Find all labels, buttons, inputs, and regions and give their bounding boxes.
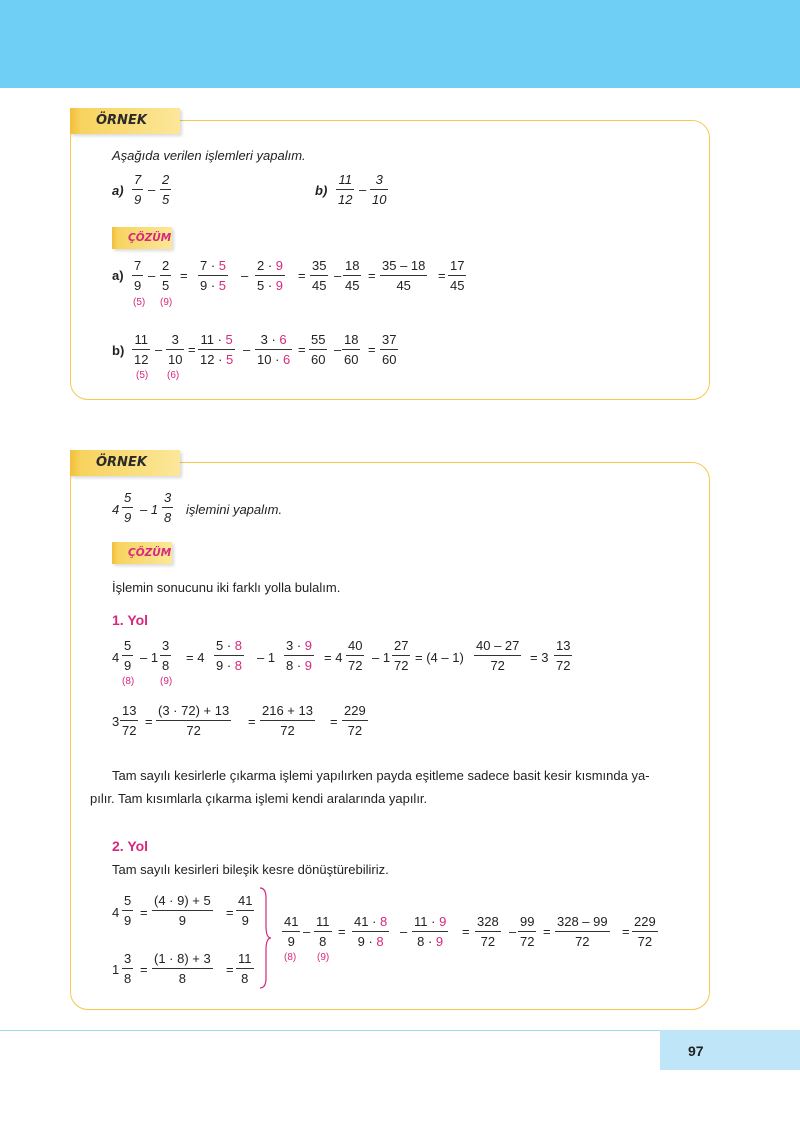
sol-b-eq-1: = [188, 342, 196, 357]
sol-b-label: b) [112, 343, 125, 358]
sol-a-r2: $\frac{18}{45}$ [345, 258, 360, 293]
sol-a-combined: $\frac{35 - 18}{45}$ [382, 258, 426, 293]
sol-a-minus-2: – [241, 268, 249, 283]
y1-step-1: $\frac{5 \cdot 8}{9 \cdot 8}$ [216, 638, 243, 673]
sol-a-expand-2: (9) [160, 297, 173, 308]
paragraph-1-line-1: Tam sayılı kesirlerle çıkarma işlemi yapılırken payda eşitleme sadece basit kesir kısmında ya- [112, 768, 650, 783]
y1-minus-whole: – 1 [140, 650, 159, 665]
y2-eq-8: = [622, 924, 630, 939]
page-number-box [660, 1030, 800, 1070]
y2-step-1: $\frac{(4 \cdot 9) + 5}{9}$ [154, 893, 211, 928]
y1-r1: $\frac{40}{72}$ [348, 638, 363, 673]
sol-a-frac-2: $\frac{2}{5}$ [162, 258, 170, 293]
y2-minus-1: – [303, 924, 311, 939]
sol-b-eq-2: = [298, 342, 306, 357]
sol-b-step-2: $\frac{3 \cdot 6}{10 \cdot 6}$ [257, 332, 291, 367]
y2-eq-6: = [462, 924, 470, 939]
q2-intro: İşlemin sonucunu iki farklı yolla bulalım. [112, 580, 341, 595]
y1-expand-2: (9) [160, 676, 173, 687]
sol-b-step-1: $\frac{11 \cdot 5}{12 \cdot 5}$ [200, 332, 234, 367]
method-2-text: Tam sayılı kesirleri bileşik kesre dönüştürebiliriz. [112, 862, 389, 877]
sol-a-r1: $\frac{35}{45}$ [312, 258, 327, 293]
y1b-step-1: $\frac{(3 \cdot 72) + 13}{72}$ [158, 703, 230, 738]
y1-frac-1: $\frac{5}{9}$ [124, 638, 132, 673]
q-a-fraction-2: $\frac{2}{5}$ [162, 172, 170, 207]
y1b-eq-2: = [248, 714, 256, 729]
y2-h1: $\frac{328}{72}$ [477, 914, 499, 949]
curly-brace [258, 886, 272, 990]
y1b-frac: $\frac{13}{72}$ [122, 703, 137, 738]
y1-eq-4b: = 4 [324, 650, 343, 665]
sol-a-frac-1: $\frac{7}{9}$ [134, 258, 142, 293]
y1-expand-1: (8) [122, 676, 135, 687]
y1b-result: $\frac{229}{72}$ [344, 703, 366, 738]
q-b-minus: – [359, 182, 367, 197]
q-b-fraction-1: $\frac{11}{12}$ [338, 172, 353, 207]
top-header-band [0, 0, 800, 88]
method-2-heading: 2. Yol [112, 838, 149, 854]
sol-a-expand-1: (5) [133, 297, 146, 308]
example-1-top-rule [190, 120, 690, 121]
sol-a-minus-3: – [334, 268, 342, 283]
y2-g1: $\frac{41}{9}$ [284, 914, 299, 949]
y2-eq-2: = [226, 905, 234, 920]
y2-eq-3: = [140, 962, 148, 977]
y1-eq-4: = 4 [186, 650, 205, 665]
example-1-prompt: Aşağıda verilen işlemleri yapalım. [112, 148, 306, 163]
y2-g2: $\frac{11}{8}$ [316, 914, 330, 949]
y2-improper-2: $\frac{11}{8}$ [238, 951, 252, 986]
q2-minus-whole: – 1 [140, 502, 159, 517]
y2-step-2: $\frac{(1 \cdot 8) + 3}{8}$ [154, 951, 211, 986]
y1-eq-paren: = (4 – 1) [415, 650, 464, 665]
sol-b-r2: $\frac{18}{60}$ [344, 332, 359, 367]
y2-s2: $\frac{11 \cdot 9}{8 \cdot 9}$ [414, 914, 447, 949]
y1-minus-1b: – 1 [372, 650, 391, 665]
sol-a-step-2: $\frac{2 \cdot 9}{5 \cdot 9}$ [257, 258, 284, 293]
example-1-solution-label: ÇÖZÜM [112, 227, 172, 249]
sol-a-result: $\frac{17}{45}$ [450, 258, 465, 293]
sol-a-minus: – [148, 268, 156, 283]
y1b-eq-3: = [330, 714, 338, 729]
sol-b-expand-1: (5) [136, 370, 149, 381]
y2-expand-2: (9) [317, 952, 330, 963]
method-1-heading: 1. Yol [112, 612, 149, 628]
part-a-label: a) [112, 183, 124, 198]
sol-a-eq-1: = [180, 268, 188, 283]
part-b-label: b) [315, 183, 328, 198]
y1-frac-2: $\frac{3}{8}$ [162, 638, 170, 673]
y2-result: $\frac{229}{72}$ [634, 914, 656, 949]
y1b-whole: 3 [112, 714, 120, 729]
y2-s1: $\frac{41 \cdot 8}{9 \cdot 8}$ [354, 914, 388, 949]
y1-eq-3: = 3 [530, 650, 549, 665]
y1-result: $\frac{13}{72}$ [556, 638, 571, 673]
sol-b-r1: $\frac{55}{60}$ [311, 332, 326, 367]
example-2-top-rule [190, 462, 690, 463]
y1b-eq-1: = [145, 714, 153, 729]
y1-minus-1: – 1 [257, 650, 276, 665]
q-b-fraction-2: $\frac{3}{10}$ [372, 172, 387, 207]
y2-expand-1: (8) [284, 952, 297, 963]
q2-text: işlemini yapalım. [186, 502, 283, 517]
example-2-solution-label: ÇÖZÜM [112, 542, 172, 564]
q2-frac-1: $\frac{5}{9}$ [124, 490, 132, 525]
q2-frac-2: $\frac{3}{8}$ [164, 490, 172, 525]
sol-a-eq-3: = [368, 268, 376, 283]
y2-combined: $\frac{328 - 99}{72}$ [557, 914, 608, 949]
sol-b-expand-2: (6) [167, 370, 180, 381]
sol-b-result: $\frac{37}{60}$ [382, 332, 397, 367]
y2-minus-3: – [509, 924, 517, 939]
y1-whole-1: 4 [112, 650, 120, 665]
sol-b-minus: – [155, 342, 163, 357]
sol-b-eq-3: = [368, 342, 376, 357]
sol-b-minus-3: – [334, 342, 342, 357]
sol-b-minus-2: – [243, 342, 251, 357]
sol-a-label: a) [112, 268, 124, 283]
y2-whole-1: 4 [112, 905, 120, 920]
y1b-step-2: $\frac{216 + 13}{72}$ [262, 703, 313, 738]
sol-b-frac-1: $\frac{11}{12}$ [134, 332, 149, 367]
y1-combined: $\frac{40 - 27}{72}$ [476, 638, 520, 673]
sol-a-eq-2: = [298, 268, 306, 283]
y2-eq-4: = [226, 962, 234, 977]
y2-improper-1: $\frac{41}{9}$ [238, 893, 253, 928]
example-1-label: ÖRNEK [70, 108, 180, 134]
q-a-minus: – [148, 182, 156, 197]
y2-minus-2: – [400, 924, 408, 939]
page-number: 97 [688, 1043, 704, 1059]
y1-r2: $\frac{27}{72}$ [394, 638, 409, 673]
y2-eq-1: = [140, 905, 148, 920]
sol-a-step-1: $\frac{7 \cdot 5}{9 \cdot 5}$ [200, 258, 227, 293]
y2-eq-5: = [338, 924, 346, 939]
sol-b-frac-2: $\frac{3}{10}$ [168, 332, 183, 367]
q2-whole-1: 4 [112, 502, 120, 517]
paragraph-1-line-2: pılır. Tam kısımlarla çıkarma işlemi kendi aralarında yapılır. [90, 791, 428, 806]
y1-step-2: $\frac{3 \cdot 9}{8 \cdot 9}$ [286, 638, 313, 673]
y2-eq-7: = [543, 924, 551, 939]
y2-frac-2: $\frac{3}{8}$ [124, 951, 132, 986]
y2-h2: $\frac{99}{72}$ [520, 914, 535, 949]
sol-a-eq-4: = [438, 268, 446, 283]
y2-whole-2: 1 [112, 962, 120, 977]
y2-frac-1: $\frac{5}{9}$ [124, 893, 132, 928]
example-2-label: ÖRNEK [70, 450, 180, 476]
q-a-fraction-1: $\frac{7}{9}$ [134, 172, 142, 207]
